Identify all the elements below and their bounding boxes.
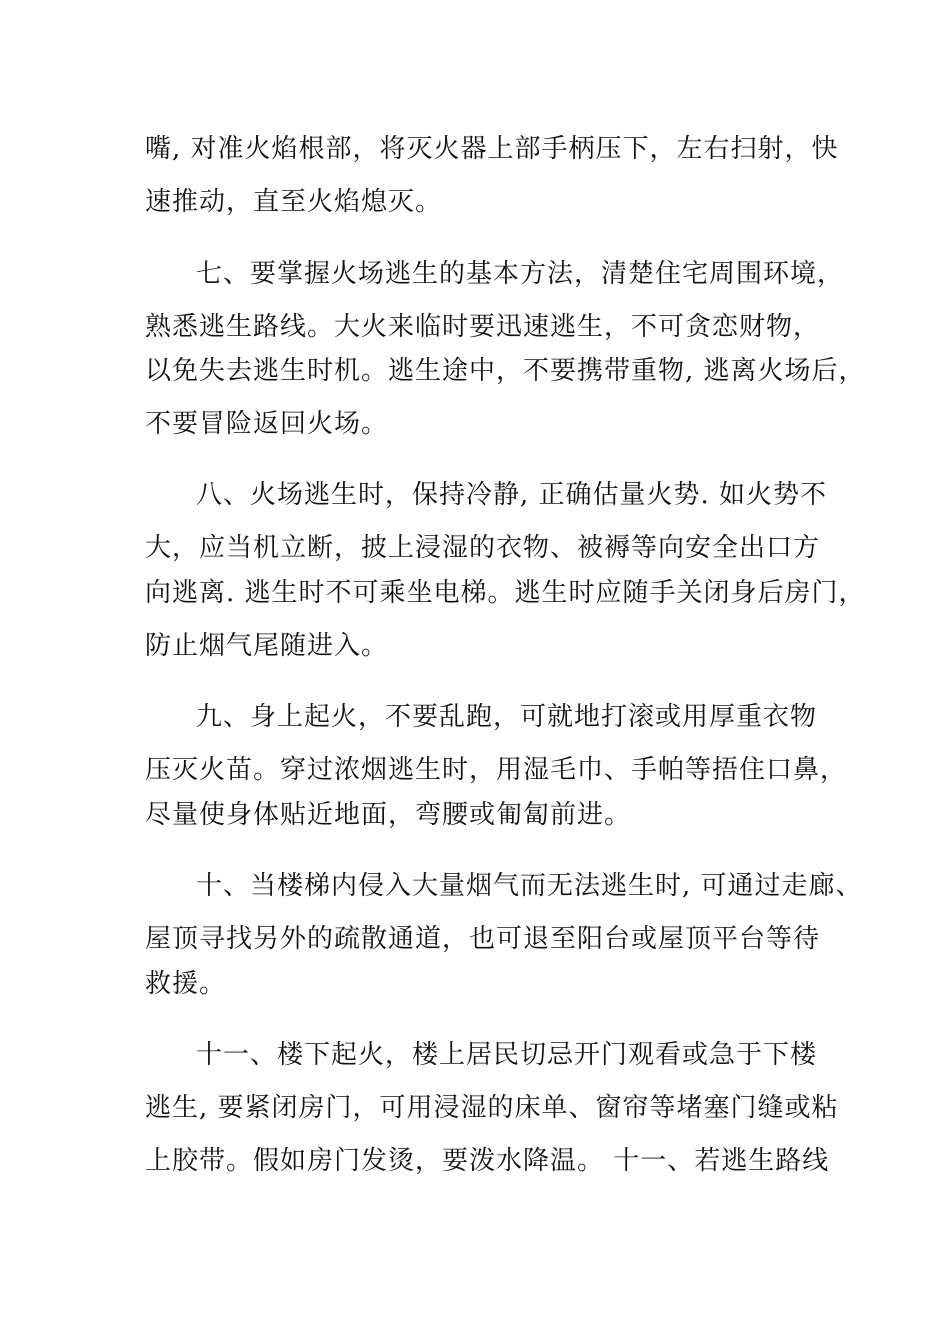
- paragraph-10-line: 十、当楼梯内侵入大量烟气而无法逃生时, 可通过走廊、: [196, 871, 863, 901]
- text-line: 熟悉逃生路线。大火来临时要迅速逃生，不可贪恋财物，: [145, 312, 821, 342]
- text-line: 不要冒险返回火场。: [145, 409, 389, 439]
- text-line: 屋顶寻找另外的疏散通道，也可退至阳台或屋顶平台等待: [145, 924, 821, 954]
- text-line: 尽量使身体贴近地面，弯腰或匍匐前进。: [145, 800, 632, 830]
- text-line: 上胶带。假如房门发烫，要泼水降温。 十一、若逃生路线: [145, 1146, 830, 1176]
- paragraph-8-line: 八、火场逃生时，保持冷静, 正确估量火势. 如火势不: [196, 480, 828, 510]
- text-line: 以免失去逃生时机。逃生途中，不要携带重物, 逃离火场后，: [145, 356, 866, 386]
- text-line: 压灭火苗。穿过浓烟逃生时，用湿毛巾、手帕等捂住口鼻，: [145, 755, 848, 785]
- text-line: 嘴, 对准火焰根部，将灭火器上部手柄压下，左右扫射，快: [145, 134, 839, 164]
- text-line: 逃生, 要紧闭房门，可用浸湿的床单、窗帘等堵塞门缝或粘: [145, 1093, 839, 1123]
- paragraph-7-line: 七、要掌握火场逃生的基本方法，清楚住宅周围环境，: [196, 259, 845, 289]
- text-line: 防止烟气尾随进入。: [145, 631, 389, 661]
- paragraph-11-line: 十一、楼下起火，楼上居民切忌开门观看或急于下楼: [196, 1040, 818, 1070]
- text-line: 速推动，直至火焰熄灭。: [145, 187, 443, 217]
- text-line: 向逃离. 逃生时不可乘坐电梯。逃生时应随手关闭身后房门，: [145, 578, 866, 608]
- paragraph-9-line: 九、身上起火，不要乱跑，可就地打滚或用厚重衣物: [196, 702, 818, 732]
- text-line: 大，应当机立断，披上浸湿的衣物、被褥等向安全出口方: [145, 533, 821, 563]
- text-line: 救援。: [145, 969, 227, 999]
